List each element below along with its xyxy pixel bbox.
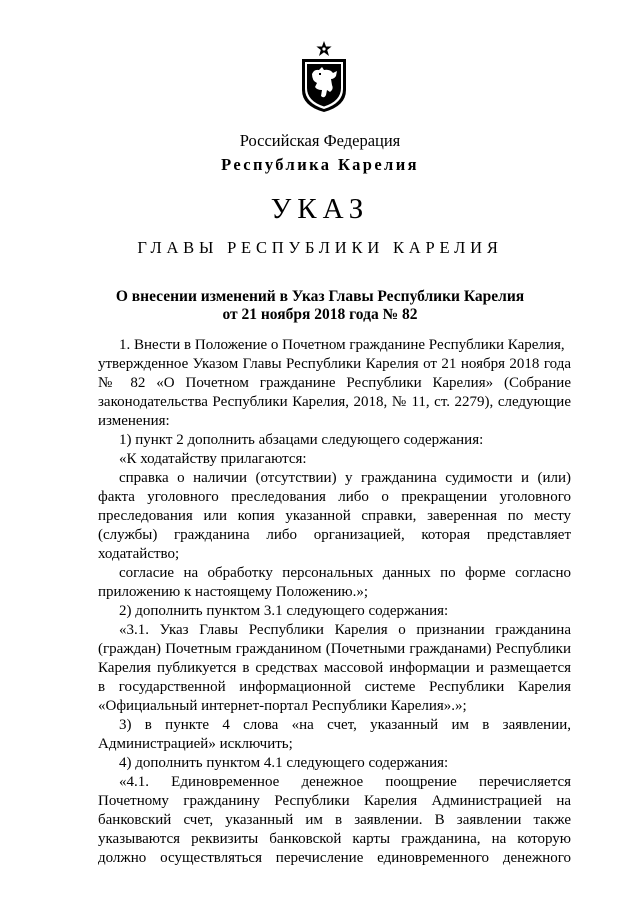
issuer-title: ГЛАВЫ РЕСПУБЛИКИ КАРЕЛИЯ xyxy=(137,238,503,257)
body-line: преследования или копия указанной справки, заверенная по месту xyxy=(98,508,571,524)
body-line: «К ходатайству прилагаются: xyxy=(119,451,307,467)
body-line: ходатайство; xyxy=(98,546,180,562)
republic-name: Республика Карелия xyxy=(221,155,419,174)
body-line: указываются реквизиты банковской карты гражданина, на которую xyxy=(98,831,571,847)
body-line: Карелия публикуется в средствах массовой информации и размещается xyxy=(98,660,571,676)
body-line: согласие на обработку персональных данных по форме согласно xyxy=(119,565,571,581)
body-line: № 82 «О Почетном гражданине Республики Карелия» (Собрание xyxy=(98,375,571,391)
body-line: должно осуществляться перечисление единовременного денежного xyxy=(98,850,571,866)
body-line: банковский счет, указанный им в заявлении. В заявлении также xyxy=(98,812,571,828)
document-title-line-1: О внесении изменений в Указ Главы Республики Карелия xyxy=(115,288,525,305)
body-line: 4) дополнить пунктом 4.1 следующего содержания: xyxy=(119,755,449,771)
karelia-coat-of-arms-icon xyxy=(297,40,351,114)
body-line: в государственной информационной системе Республики Карелия xyxy=(98,679,571,695)
body-line: «Официальный интернет-портал Республики Карелия».»; xyxy=(98,698,467,714)
body-line: (граждан) Почетным гражданином (Почетными гражданами) Республики xyxy=(98,641,571,657)
body-line: «4.1. Единовременное денежное поощрение перечисляется xyxy=(119,774,571,790)
body-line: приложению к настоящему Положению.»; xyxy=(98,584,369,600)
body-line: «3.1. Указ Главы Республики Карелия о признании гражданина xyxy=(119,622,571,638)
body-line: 3) в пункте 4 слова «на счет, указанный им в заявлении, xyxy=(119,717,571,733)
body-line: 2) дополнить пунктом 3.1 следующего содержания: xyxy=(119,603,449,619)
body-line: справка о наличии (отсутствии) у гражданина судимости и (или) xyxy=(119,470,571,486)
body-line: (службы) гражданина либо организацией, которая представляет xyxy=(98,527,571,543)
document-title-line-2: от 21 ноября 2018 года № 82 xyxy=(222,306,418,323)
body-line: факта уголовного преследования либо о прекращении уголовного xyxy=(98,489,571,505)
body-line: 1. Внести в Положение о Почетном гражданине Республики Карелия, xyxy=(119,337,565,353)
body-line: законодательства Республики Карелия, 2018, № 11, ст. 2279), следующие xyxy=(98,394,571,410)
body-line: Почетному гражданину Республики Карелия Администрацией на xyxy=(98,793,571,809)
body-line: 1) пункт 2 дополнить абзацами следующего содержания: xyxy=(119,432,484,448)
country-name: Российская Федерация xyxy=(239,131,401,150)
body-line: Администрацией» исключить; xyxy=(98,736,293,752)
body-line: изменения: xyxy=(98,413,170,429)
document-type: УКАЗ xyxy=(270,193,370,225)
body-line: утвержденное Указом Главы Республики Карелия от 21 ноября 2018 года xyxy=(98,356,571,372)
